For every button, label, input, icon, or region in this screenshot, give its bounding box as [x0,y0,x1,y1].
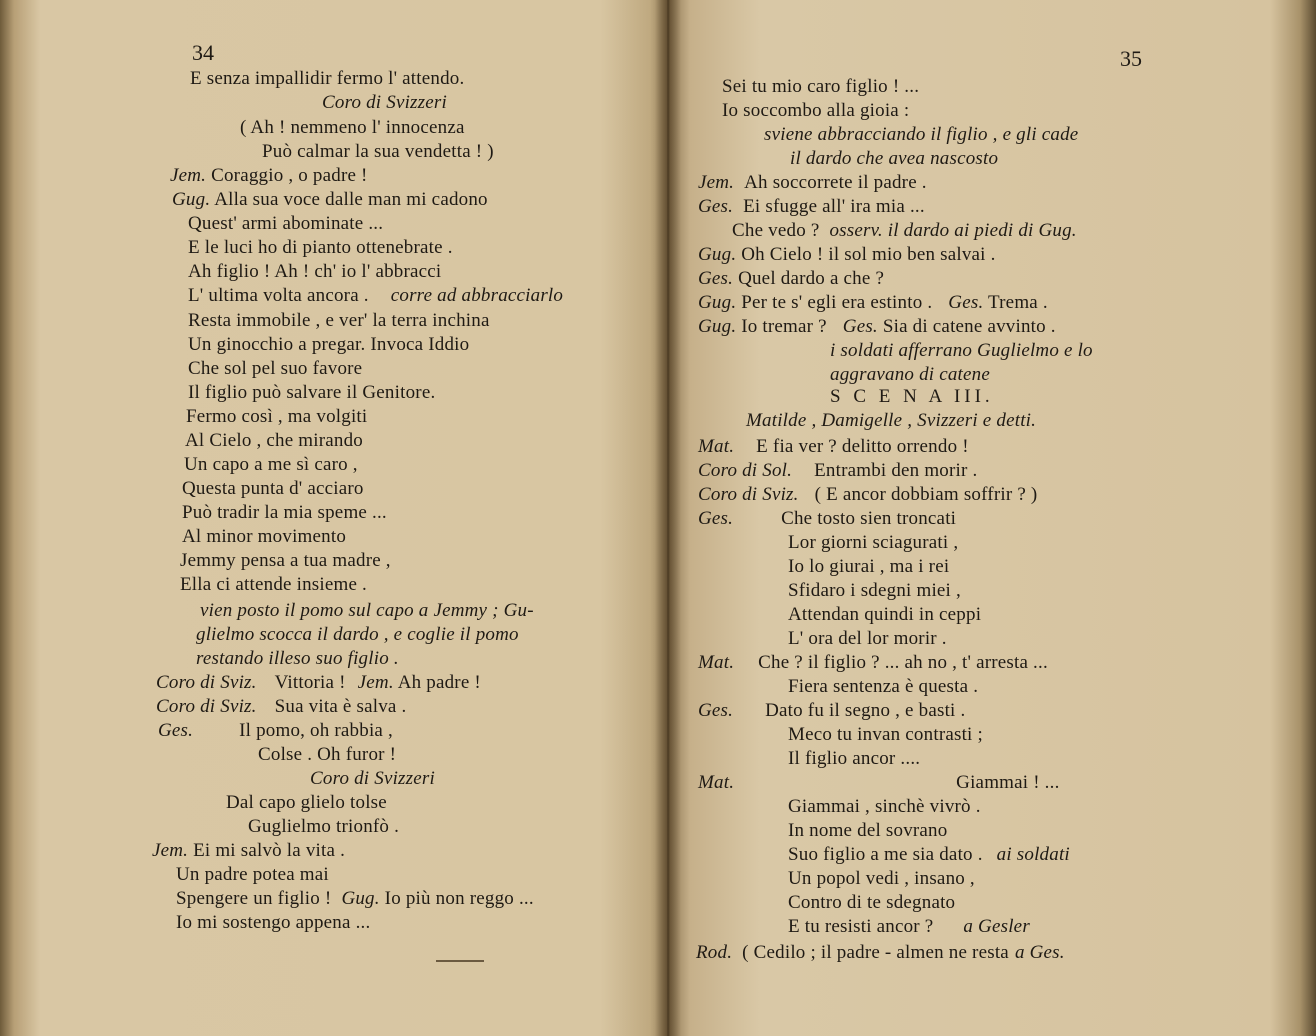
text-line: Sfidaro i sdegni miei , [788,580,961,601]
text-line: Al minor movimento [182,526,347,547]
text-line: Contro di te sdegnato [788,892,956,913]
text-line: Coro di Sviz. ( E ancor dobbiam soffrir ? ) [698,484,1038,505]
text-line: E le luci ho di pianto ottenebrate . [188,237,453,258]
text-line: Jem. Ah soccorrete il padre . [698,172,927,193]
text-line: Questa punta d' acciaro [182,478,364,499]
chorus-heading: Coro di Svizzeri [310,768,435,789]
text-line: Può tradir la mia speme ... [182,502,387,523]
stage-direction: corre ad abbracciarlo [390,285,564,306]
speaker-label: Ges. [698,508,734,529]
stage-direction: vien posto il pomo sul capo a Jemmy ; Gu- [200,600,534,621]
text-line: Gug. Io tremar ? Ges. Sia di catene avvinto . [698,316,1056,337]
speaker-label: Jem. [170,165,207,186]
speaker-label: Mat. [698,772,735,793]
text-line: Ella ci attende insieme . [180,574,368,595]
stage-direction: osserv. il dardo ai piedi di Gug. [829,220,1077,241]
text-line: Mat. E fia ver ? delitto orrendo ! [698,436,969,457]
text-line: Resta immobile , e ver' la terra inchina [188,310,490,331]
stage-direction: a Ges. [1014,942,1065,963]
text-line: Attendan quindi in ceppi [788,604,982,625]
text-line: Fermo così , ma volgiti [186,406,368,427]
text-line: Giammai , sinchè vivrò . [788,796,981,817]
text-line: Lor giorni sciagurati , [788,532,959,553]
text-line: Gug. Per te s' egli era estinto . Ges. Trema . [698,292,1048,313]
text-line: Ges. Dato fu il segno , e basti . [698,700,966,721]
text-line: ( Ah ! nemmeno l' innocenza [240,117,465,138]
character-list: Matilde , Damigelle , Svizzeri e detti. [746,410,1037,431]
text-line: Io lo giurai , ma i rei [788,556,950,577]
stage-direction: il dardo che avea nascosto [790,148,999,169]
speaker-label: Coro di Sviz. [698,484,799,505]
text-line: Ges. Il pomo, oh rabbia , [158,720,393,741]
stage-direction: ai soldati [996,844,1070,865]
speaker-label: Coro di Sol. [698,460,793,481]
text-line: Il figlio ancor .... [788,748,921,769]
text-line: Dal capo glielo tolse [226,792,387,813]
speaker-label: Gug. [341,888,380,909]
page-number: 35 [1120,46,1142,71]
text-line: Ah figlio ! Ah ! ch' io l' abbracci [188,261,442,282]
text-line: Io soccombo alla gioia : [722,100,910,121]
text-line: In nome del sovrano [788,820,948,841]
text-line: Un ginocchio a pregar. Invoca Iddio [188,334,470,355]
scene-heading: S C E N A III. [830,386,994,407]
speaker-label: Ges. [158,720,194,741]
speaker-label: Mat. [698,652,735,673]
stage-direction: glielmo scocca il dardo , e coglie il pomo [196,624,519,645]
speaker-label: Coro di Sviz. [156,696,257,717]
text-line: L' ultima volta ancora . corre ad abbracciarlo [188,285,564,306]
speaker-label: Ges. [698,196,734,217]
stage-direction: i soldati afferrano Guglielmo e lo [830,340,1093,361]
speaker-label: Gug. [698,316,737,337]
text-line: Al Cielo , che mirando [185,430,363,451]
text-line: Io mi sostengo appena ... [176,912,371,933]
speaker-label: Jem. [357,672,394,693]
text-line: Un popol vedi , insano , [788,868,975,889]
text-line: Ges. Quel dardo a che ? [698,268,885,289]
text-line: Un capo a me sì caro , [184,454,358,475]
text-line: Guglielmo trionfò . [248,816,400,837]
text-line: Rod. ( Cedilo ; il padre - almen ne resta a Ges. [696,942,1065,963]
speaker-label: Ges. [698,700,734,721]
text-line: E tu resisti ancor ? a Gesler [788,916,1030,937]
text-line: Mat. Che ? il figlio ? ... ah no , t' arresta ... [698,652,1048,673]
text-line: Fiera sentenza è questa . [788,676,979,697]
text-line: Può calmar la sua vendetta ! ) [262,141,494,162]
text-line: L' ora del lor morir . [788,628,947,649]
text-line: Jemmy pensa a tua madre , [180,550,391,571]
speaker-label: Ges. [948,292,984,313]
text-line: Sei tu mio caro figlio ! ... [722,76,920,97]
text-line: Mat. Giammai ! ... [698,772,1060,793]
speaker-label: Gug. [698,292,737,313]
text-line: Che sol pel suo favore [188,358,363,379]
speaker-label: Coro di Sviz. [156,672,257,693]
speaker-label: Ges. [698,268,734,289]
text-line: Colse . Oh furor ! [258,744,397,765]
text-line: Jem. Ei mi salvò la vita . [152,840,346,861]
text-line: Gug. Alla sua voce dalle man mi cadono [172,189,488,210]
text-line: Meco tu invan contrasti ; [788,724,983,745]
stage-direction: a Gesler [963,916,1030,937]
speaker-label: Jem. [698,172,735,193]
speaker-label: Rod. [696,942,733,963]
stage-direction: restando illeso suo figlio . [196,648,399,669]
page-number: 34 [192,40,214,65]
right-page [668,0,1316,1036]
text-line: Che vedo ? osserv. il dardo ai piedi di Gug. [732,220,1077,241]
text-line: Gug. Oh Cielo ! il sol mio ben salvai . [698,244,996,265]
text-line: Ges. Che tosto sien troncati [698,508,957,529]
text-line: Quest' armi abominate ... [188,213,384,234]
text-line: Coro di Sol. Entrambi den morir . [698,460,978,481]
speaker-label: Jem. [152,840,189,861]
text-line: Coro di Sviz. Sua vita è salva . [156,696,407,717]
text-line: Il figlio può salvare il Genitore. [188,382,436,403]
speaker-label: Gug. [698,244,737,265]
text-line: Jem. Coraggio , o padre ! [170,165,368,186]
stage-direction: aggravano di catene [830,364,990,385]
chorus-heading: Coro di Svizzeri [322,92,447,113]
speaker-label: Mat. [698,436,735,457]
text-line: E senza impallidir fermo l' attendo. [190,68,465,89]
text-line: Suo figlio a me sia dato . ai soldati [788,844,1070,865]
text-line: Ges. Ei sfugge all' ira mia ... [698,196,925,217]
stage-direction: sviene abbracciando il figlio , e gli cade [764,124,1079,145]
text-line: Coro di Sviz. Vittoria ! Jem. Ah padre ! [156,672,481,693]
speaker-label: Gug. [172,189,211,210]
text-line: Spengere un figlio ! Gug. Io più non reggo ... [176,888,534,909]
text-line: Un padre potea mai [176,864,329,885]
speaker-label: Ges. [842,316,878,337]
catchword-rule [436,960,484,962]
